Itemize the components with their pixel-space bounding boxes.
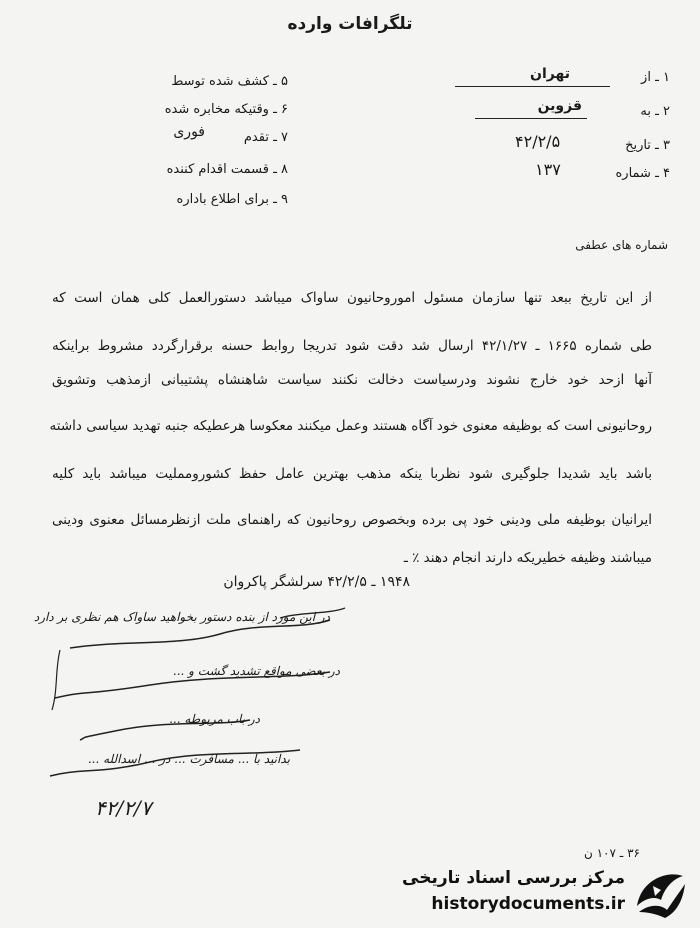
field-action-dept-label: ۸ ـ قسمت اقدام کننده [166, 162, 288, 177]
field-priority-value: فوری [173, 124, 205, 140]
footer-code: ۳۶ ـ ۱۰۷ ن [583, 846, 640, 860]
body-line-5: باشد باید شدیدا جلوگیری شود نظربا ینکه مذهب بهترین عامل حفظ کشورومملیت میباشد باید کلیه [52, 466, 652, 482]
field-info-dept-label: ۹ ـ برای اطلاع باداره [176, 192, 288, 207]
field-decoded-by-label: ۵ ـ کشف شده توسط [171, 74, 288, 89]
watermark-logo [402, 862, 695, 924]
field-number-value: ۱۳۷ [535, 160, 561, 179]
field-to-line [475, 118, 587, 119]
body-line-4: روحانیونی است که بوظیفه معنوی خود آگاه هستند وعمل میکنند معکوسا هرعطیکه جنبه تهدید سیاسی داشته [49, 418, 652, 434]
body-line-2: طی شماره ۱۶۶۵ ـ ۴۲/۱/۲۷ ارسال شد دقت شود تدریجا روابط حسنه برقرارگردد مشروط براینکه [52, 338, 652, 354]
field-from-value: تهران [530, 66, 570, 82]
handwritten-note-1: در این مورد از بنده دستور بخواهید ساواک هم نظری بر دارد [33, 610, 330, 624]
field-date-label: ۳ ـ تاریخ [625, 138, 670, 153]
signature-line: ۱۹۴۸ ـ ۴۲/۲/۵ سرلشگر پاکروان [223, 574, 410, 590]
field-to-value: قزوین [537, 98, 582, 114]
field-to-label: ۲ ـ به [640, 104, 670, 119]
handwritten-note-4: بدانید با ... مسافرت ... در ... اسدالله ... [87, 752, 290, 766]
body-line-3: آنها ازحد خود خارج نشوند ودرسیاست دخالت نکنند سیاست شاهنشاه پشتیبانی ازمذهب وتشویق [52, 372, 652, 388]
field-transmitted-label: ۶ ـ وقتیکه مخابره شده [164, 102, 288, 117]
field-number-label: ۴ ـ شماره [615, 166, 670, 181]
field-priority-label: ۷ ـ تقدم [243, 130, 288, 145]
handwritten-note-3: در باب مربوطه ... [169, 712, 260, 726]
body-line-7: میباشند وظیفه خطیریکه دارند انجام دهند ٪ ـ [403, 550, 652, 566]
body-line-1: از این تاریخ ببعد تنها سازمان مسئول اموروحانیون ساواک میباشد دستورالعمل کلی همان است که [52, 290, 652, 306]
field-from-line [455, 86, 610, 87]
body-line-6: ایرانیان بوظیفه ملی ودینی خود پی برده وبخصوص روحانیون که راهنمای ملت ازنظرمسائل معنوی ودینی [52, 512, 652, 528]
watermark-name: مرکز بررسی اسناد تاریخی [402, 868, 625, 888]
archive-logo-icon [631, 866, 687, 922]
field-date-value: ۴۲/۲/۵ [515, 132, 561, 151]
handwritten-note-2: در بعضی مواقع تشدید گشت و ... [172, 664, 340, 678]
handwriting-strokes [0, 590, 700, 830]
watermark-url: historydocuments.ir [431, 894, 625, 914]
handwritten-date: ۴۲/۲/۷ [95, 796, 152, 820]
recipient-line: شماره های عطفی [575, 238, 668, 252]
field-from-label: ۱ ـ از [641, 70, 670, 85]
document-title: تلگرافات وارده [287, 14, 413, 34]
